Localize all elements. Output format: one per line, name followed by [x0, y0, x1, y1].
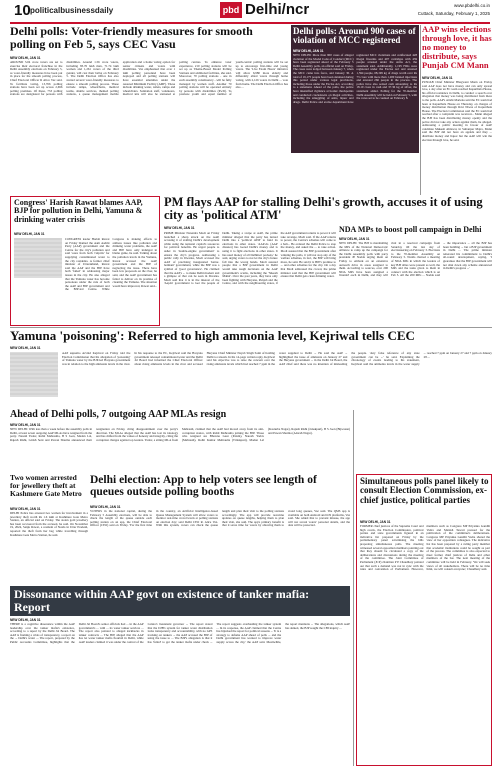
website: www.pbdelhi.co.in [453, 3, 490, 8]
yamuna-article [10, 329, 492, 409]
congress-photo [14, 238, 62, 278]
simultaneous-dateline: NEW DELHI, JAN 31 [360, 520, 391, 524]
punjab-dateline: NEW DELHI, JAN 31 [422, 76, 453, 80]
mcc-article [291, 25, 419, 153]
ahead-body: NEW DELHI: With less than a week before the assembly polls in Delhi, at least seven outgoing AAP MLAs have resigned from the party. Naresh Yadav, Rohit Mehraulia, B S Joon, Madan Lal, Rajesh Rishi, Girish Soni and Pawan Sharma announced their resignation on Friday, citing disappointment over the party's direction. The MLAs alleged that the AAP has lost its ideology and has drifted from the values of honesty and integrity, citing the corruption charges against top leaders. Yadav, a sitting MLA from Mehrauli, claimed that the AAP had moved away from its anti-corruption stance, with Rohit Mehraulia joining the BJP. Those who resigned are Bhawna Gaur (Palam), Naresh Yadav (Mehrauli), Rohit Kumar Mehraulia (Trilokpuri), Madan Lal (Kasturba Nagar), Rajesh Rishi (Janakpuri), B S Joon (Bijwasan) and Pawan Sharma (Adarsh Nagar). [10, 427, 350, 442]
simultaneous-headline: Simultaneous polls panel likely to consult Election Commission, ex-chief justice, political parties [360, 476, 489, 505]
divider-2 [420, 25, 421, 195]
jewellery-body: DELHI Police has arrested two women for involvement in a jewellery theft worth Rs 1.6 lakh at Kashmere Gate Metro Station, an official said on Friday. The stolen gold jewellery has been recovered from the accused, he said. On November 19, 2024, Sanju Rawat, a resident of Noida in Uttar Pradesh, reported the theft from her bag while travelling through Kashmere Gate Metro Station, he said. [10, 511, 88, 537]
nda-headline: NDA MPs to boost poll campaign in Delhi [339, 225, 482, 234]
jewellery-article [10, 474, 88, 584]
polling-article [10, 25, 288, 195]
ahead-headline: Ahead of Delhi polls, 7 outgoing AAP MLAs resign [10, 409, 227, 420]
tanker-dateline: NEW DELHI, JAN 31 [10, 618, 41, 622]
tanker-headline: Dissonance within AAP govt on existence of tanker mafia: Report [14, 587, 310, 614]
ahead-dateline: NEW DELHI, JAN 31 [10, 423, 41, 427]
polling-headline: Delhi polls: Voter-friendly measures for smooth polling on Feb 5, says CEC Vasu [10, 24, 253, 51]
jewellery-headline: Two women arrested for jewellery theft at Kashmere Gate Metro [10, 473, 82, 498]
congress-dateline: NEW DELHI, JAN 31 [14, 232, 45, 236]
app-dateline: NEW DELHI, JAN 31 [90, 505, 121, 509]
congress-body: CONGRESS leader Harish Rawat on Friday blamed the Aam Aadmi Party (AAP) government and the Centre for the city's pollution and said votes from both 'culprits' for supplying contaminated water to the city residents. A former chief minister of Uttarakhand, Rawat said the AAP and the BJP have both 'failed' in addressing major issues in the city. He also alleged that the Yamuna water has become poisonous under the rule of both the AAP and BJP government and the BJP-led Centre. While Congress is making efforts to address issues like pollution and drinking water problems, the AAP and BJP have only indulged in blame game, he said. Talking about the pollution levels in the Yamuna, Rawat accused the AAP government and the BJP of neglecting the issue. There have been few proposals on the river, he said, and the AAP government has failed to deliver on its promise of cleaning the Yamuna. The situation would have improved, Rawat said... [65, 237, 158, 292]
nda-body: NEW DELHI: The BJP is marshalling the MPs of the National Democratic Alliance to ramp up the campaign for the Delhi Assembly polls with party president JP Nadda urging them on Friday to embark on an extensive outreach drive in areas assigned to them. According to sources, over 200 NDA MPs have been assigned a 'mandal' each in Delhi, and they will visit in a resolved campaign from Saturday till the last day of electioneering on February 3. Elections to the 70-member Assembly on February 5. Nadda chaired a meeting of NDA MPs in which the leaders of key BJP allies were present as well, the MPs and the tasks given to them in connect with the election which is on Feb 5. All the 200 MPs ... Nadda said ... the importance ... all the BJP has been building ... but a BJP government in Delhi ... The prime minister reiterated his commitment to Delhi's all-round development, saying, 'I guarantee that the BJP government will not shut down any scheme announced in Delhi's progress ...' [339, 241, 492, 278]
simultaneous-body: FORMER chief justices of the Supreme Court and high courts, the Election Commission, political parties and state governments figured in an indicative list prepared on Friday by the parliamentary panel scrutinising the bills proposing simultaneous polls. The meeting witnessed several opposition members pointing out that they should be circulated a copy of the deliberations and discussions during the meeting of the committee. The Joint Committee of Parliament (JCP) chairman P P Chaudhary pointed out that such a demand was not in sync with the rules and convention of Parliament. However, members such as Congress MP Priyanka Gandhi Vadra and Manish Tewari pressed for the publication of the committee's deliberations. Congress MP Priyanka Gandhi Vadra shared the view of her opposition colleagues. The indicative list has been prepared by a ruling party member that academic institutions could be sought as part of the process. The committee is also expected to meet former chief justices of India and other members of the bar. The next meeting of the committee will be held in February. 'We will seek views of all stakeholders. There will be no time limit, we will consult everyone,' Chaudhary said. [360, 524, 490, 572]
punjab-article [422, 25, 492, 195]
nda-article [339, 226, 492, 326]
section-title: Delhi/ncr [245, 1, 310, 18]
app-article [90, 474, 350, 584]
mcc-dateline: NEW DELHI, JAN 31 [293, 49, 324, 53]
yamuna-body: AAP supremo Arvind Kejriwal on Friday told the Election Commission that his allegation of 'poisoning' of Yamuna water by the BJP-led Haryana government was in relation to the high ammonia levels in the river. In his response to the EC, Kejriwal said the Haryana government released contaminated water and the Delhi Jal Board had informed the Chief Electoral Officer about rising ammonia levels in the river and accused Haryana Chief Minister Nayab Singh Saini of holding Delhi to ransom. In his 14-page written reply, Kejriwal said his objective was to raise the concern over the rising ammonia levels which had reached 7 ppm in the water supplied to Delhi ... He said the AAP ... highlighted the issue of ammonia on January 27 and the Haryana government ... in the Delhi Jal Board, the AAP chief said there was no intention of misleading the people. 'Any false reference of any state government can be ...' he said. Explaining the chronology of events leading to his statement, Kejriwal said the ammonia levels in the water supply ... reached 7 ppm on January 27 and 7 ppm on January 28 ... [62, 351, 492, 366]
app-body: VOTERS in the national capital, during the February 5 Assembly elections, will be able to check the length of the queue outside each polling station on an app, the Chief Electoral Officer (CEO) said on Friday. 'For the first time in the country, an Artificial Intelligence-based Queue Management System will allow voters to monitor real-time crowd levels at polling stations on election day,' said Delhi CEO R. Alice Vaz. With this system, voters can check the queue length and plan their visit to the polling stations accordingly. The app will provide real-time updates on queue lengths, helping them to plan their visit, she said. The app's primary benefit is that it saves time for voters by allowing them to avoid long queues, Vaz said. The QMS app is available on both Android and iOS platforms, Vaz said. She added that to prevent misuse, the app will not reveal voters' personal details, and the data will be protected. [90, 509, 350, 528]
punjab-headline: AAP wins elections through love, it has no money to distribute, says Punjab CM Mann [422, 24, 492, 70]
yamuna-headline: Yamuna 'poisoning': Referred to high ammonia level, Kejriwal tells CEC [10, 328, 415, 343]
simultaneous-article [356, 474, 492, 766]
pm-body: PRIME Minister Narendra Modi on Friday launched a sharp attack on the AAP, accusing it of stalling Delhi's development while using the national capital's resources for political benefits. He urged people to usher in 'double-engine government' to ensure the city's progress. Addressing a public rally in Dwarka, Modi accused the AAP of practising inaugurated 'kattar-beimani' government, while the BJP was a symbol of 'good governance'. He claimed that the AAP's ... to make Delhi modern and a glimpse of that can be seen in Dwarka. Modi said that it is in the interest of the 'Aapda' government to loot the people of Delhi. Taking a swipe at AAP, the prime minister alleged that the party has turned Delhi into a 'political ATM' to fund its elections in other states. 'AAP-da (AAP disaster) has looted Delhi's money and is using it to fight elections in other states. It has used money of all Delhiites' pockets,' he said, urging voters to not let the city's future fall into the wrong hands. Modi assured people that a BJP government in Delhi would take tough decisions on the AAP government's scams, including the 'Sheesh Mahal'. Over the past years, they have only been fighting with Haryana, Punjab and the Centre, and with the neighbouring states, if the AAP government returns to power it will take revenge, Modi said. If the AAP returns to power, the Centre's schemes will come to a halt... He ordered the Delhi Police to stop the money, and asked the ... to take action. Modi assured that the BJP government after winning the polls, it will not stop any of the welfare schemes, in fact, the BJP will bring more, he said. He said it is BJP's promise to ... and other schemes for the city. On a day that Modi addressed the crowd, the prime minister said that the BJP government will ensure that Delhi gets clean drinking water. [164, 231, 336, 286]
app-headline: Delhi election: App to help voters see length of queues outside polling booths [90, 474, 317, 499]
divider-1 [353, 410, 354, 766]
polling-dateline: NEW DELHI, JAN 31 [10, 56, 41, 60]
pbd-logo-box: pbd [220, 2, 242, 18]
jewellery-dateline: NEW DELHI, JAN 31 [10, 507, 41, 511]
masthead [0, 0, 500, 22]
yamuna-dateline: NEW DELHI, JAN 31 [10, 346, 41, 350]
issue-date: Cuttack, Saturday, February 1, 2025 [417, 11, 490, 16]
mcc-body: NEW DELHI: More than 900 cases of alleged violation of the Model Code of Conduct (MCC) have been registered ahead of the February 5 Delhi Assembly polls, an official said on Friday. The cases were lodged between January 7, when the MCC came into force, and January 30. A total of 19,175 people have been detained during this period under various legal provisions, including those under the Excise Act, according to a statement. Ahead of the polls, the police have intensified vigilance at border checkpoints and conducted crackdowns on illegal activities, including the smuggling of arms, liquor and drugs. Delhi Police and excise department have registered MCC violations and confiscated 428 illegal firearms and 497 cartridges with 439 people arrested under the Arms Act, the statement said. Additionally, 1,195 FIRs were registered under the Excise Act and arrested 1,594 people, 68,199 kg of drugs worth over Rs 73 crore with more than 1,200 banned injections and arrested 266 people in the process. The police have also seized cash amounting to Rs 18.10 crore in cash and 37.36 kg of silver, the statement added. Polling for the 70-member Delhi Assembly will be held on February 5, with the votes set to be counted on February 8. [293, 53, 417, 104]
ahead-article [10, 410, 350, 472]
tanker-article [10, 586, 350, 766]
page-number: 10 [14, 2, 31, 19]
mcc-headline: Delhi polls: Around 900 cases of violation of MCC registered [293, 26, 416, 46]
left-title: politicalbusinessdaily [30, 6, 114, 15]
punjab-body: PUNJAB Chief Minister Bhagwant Mann on Friday said AAP does not have money and can only spread love, a day after an EC team reached Kapurthala House, his official residence in Delhi, to conduct a search over allegation that money was being distributed from there to the polls. AAP's Atishi Marlena said the EC team had been at Kapurthala House on Thursday, on charges of money distribution through Ravi Niwas of Kapurthala House. The Election Commission said the EC team had reached after a complaint was received... Mann alleged the BJP has been distributing money openly and the police did not take any action against them, he alleged. Addressing a public meeting in favour of AAP candidate Mukesh Ahlawat, in Sultanpur Majra, Mann said the BJP did not have an agenda and they ... distribute money and liquor but the AAP will win the election through love, he said. [422, 80, 492, 142]
congress-headline: Congress' Harish Rawat blames AAP, BJP for pollution in Delhi, Yamuna & drinking water crisis [14, 198, 143, 224]
pm-headline: PM flays AAP for stalling Delhi's growth, accuses it of using city as 'political ATM' [164, 195, 483, 223]
kejriwal-photo [10, 352, 58, 397]
pm-dateline: NEW DELHI, JAN 31 [164, 226, 195, 230]
nda-dateline: NEW DELHI, JAN 31 [339, 237, 370, 241]
polling-body: AROUND 3.04 crore voters are set to exercise their electoral franchise in the Delhi Assembly elections on February 5, as voter-friendly measures have been put in place for the smooth polling process, Chief Electoral Officer R Alice Vaz said. To facilitate voting, 13,766 polling stations have been set up across 2,696 polling premises. Of these, 733 polling stations are designated for persons with disabilities. Around 1.56 crore voters, including 83.76 lakh men, 71.74 lakh women and 1,261 voters of the third gender, will cast their ballot on February 5. The Delhi Election Office has also started several voter-friendly measures to ensure a smooth polling process. These include ramps, wheelchairs, medical teams, shuttle services, themed polling stations, a queue management mobile application and a home voting option for senior citizens and voters with disabilities. Vaz emphasised that over 1 lakh polling personnel have been deployed and all polling stations will have essential amenities under the Assured Minimum Facility (AMF). These include drinking water, toilets, ramps and wheelchairs. Sanitation staff, volunteers, medical kits will also be stationed at polling centres. To enhance voter experience, 210 polling stations will be set up as Theme-Based Model Polling Stations and additional facilities, she said. Moreover, 70 polling stations - one in each assembly constituency - will be fully managed by women staff. Another 70 polling stations will be operated entirely by persons with disabilities (PwD). To promote youth and equal number of youth-centric polling stations will be set up to encourage first-time and young voters. The 'Live Exam Hours' initiative will allow 6,980 more elderly and differently abled voters through home voting, with 2,126 voters in Delhi ... vote from home. The Delhi Election Office has also ... [10, 60, 288, 97]
tanker-body: THERE is a cognitive dissonance within the AAP leadership over the tanker mafia's existence, according to a report by the Delhi Jal Board. The AAP is framing a crisis of transparency, a report on the ... Delhi's water ... The report, prepared by the Public Accounts Committee, highlights that the Delhi Jal Board's senior officials had ... in the AAP government's ... with ... its water tanker services ... The report also pointed to alleged kickbacks in tanker contracts ... The BJP alleged that the AAP has let water tanker mafia flourish in Delhi, while AAP leaders claimed it was under the control of the Centre's lieutenant governor ... The report stated that the DJB's system for tanker water distribution lacks transparency and accountability, with no GPS tracking on tankers ... the AAP accused the BJP of using the issue to ... The BJP's allegation is that it has 'failed' to get the tanker mafia under check ... The report suggests overhauling the tanker system ... In its response, the AAP claimed that the Centre has hijacked the report for political reasons ... 'It is a strategy to defame AAP ahead of polls ... and the Delhi government has worked to improve water supply across the city,' the AAP said. Meanwhile, the report mentions ... The allegations, which AAP has denied, the BJP sought the CBI inquiry ... [10, 622, 350, 644]
congress-article [10, 196, 160, 326]
